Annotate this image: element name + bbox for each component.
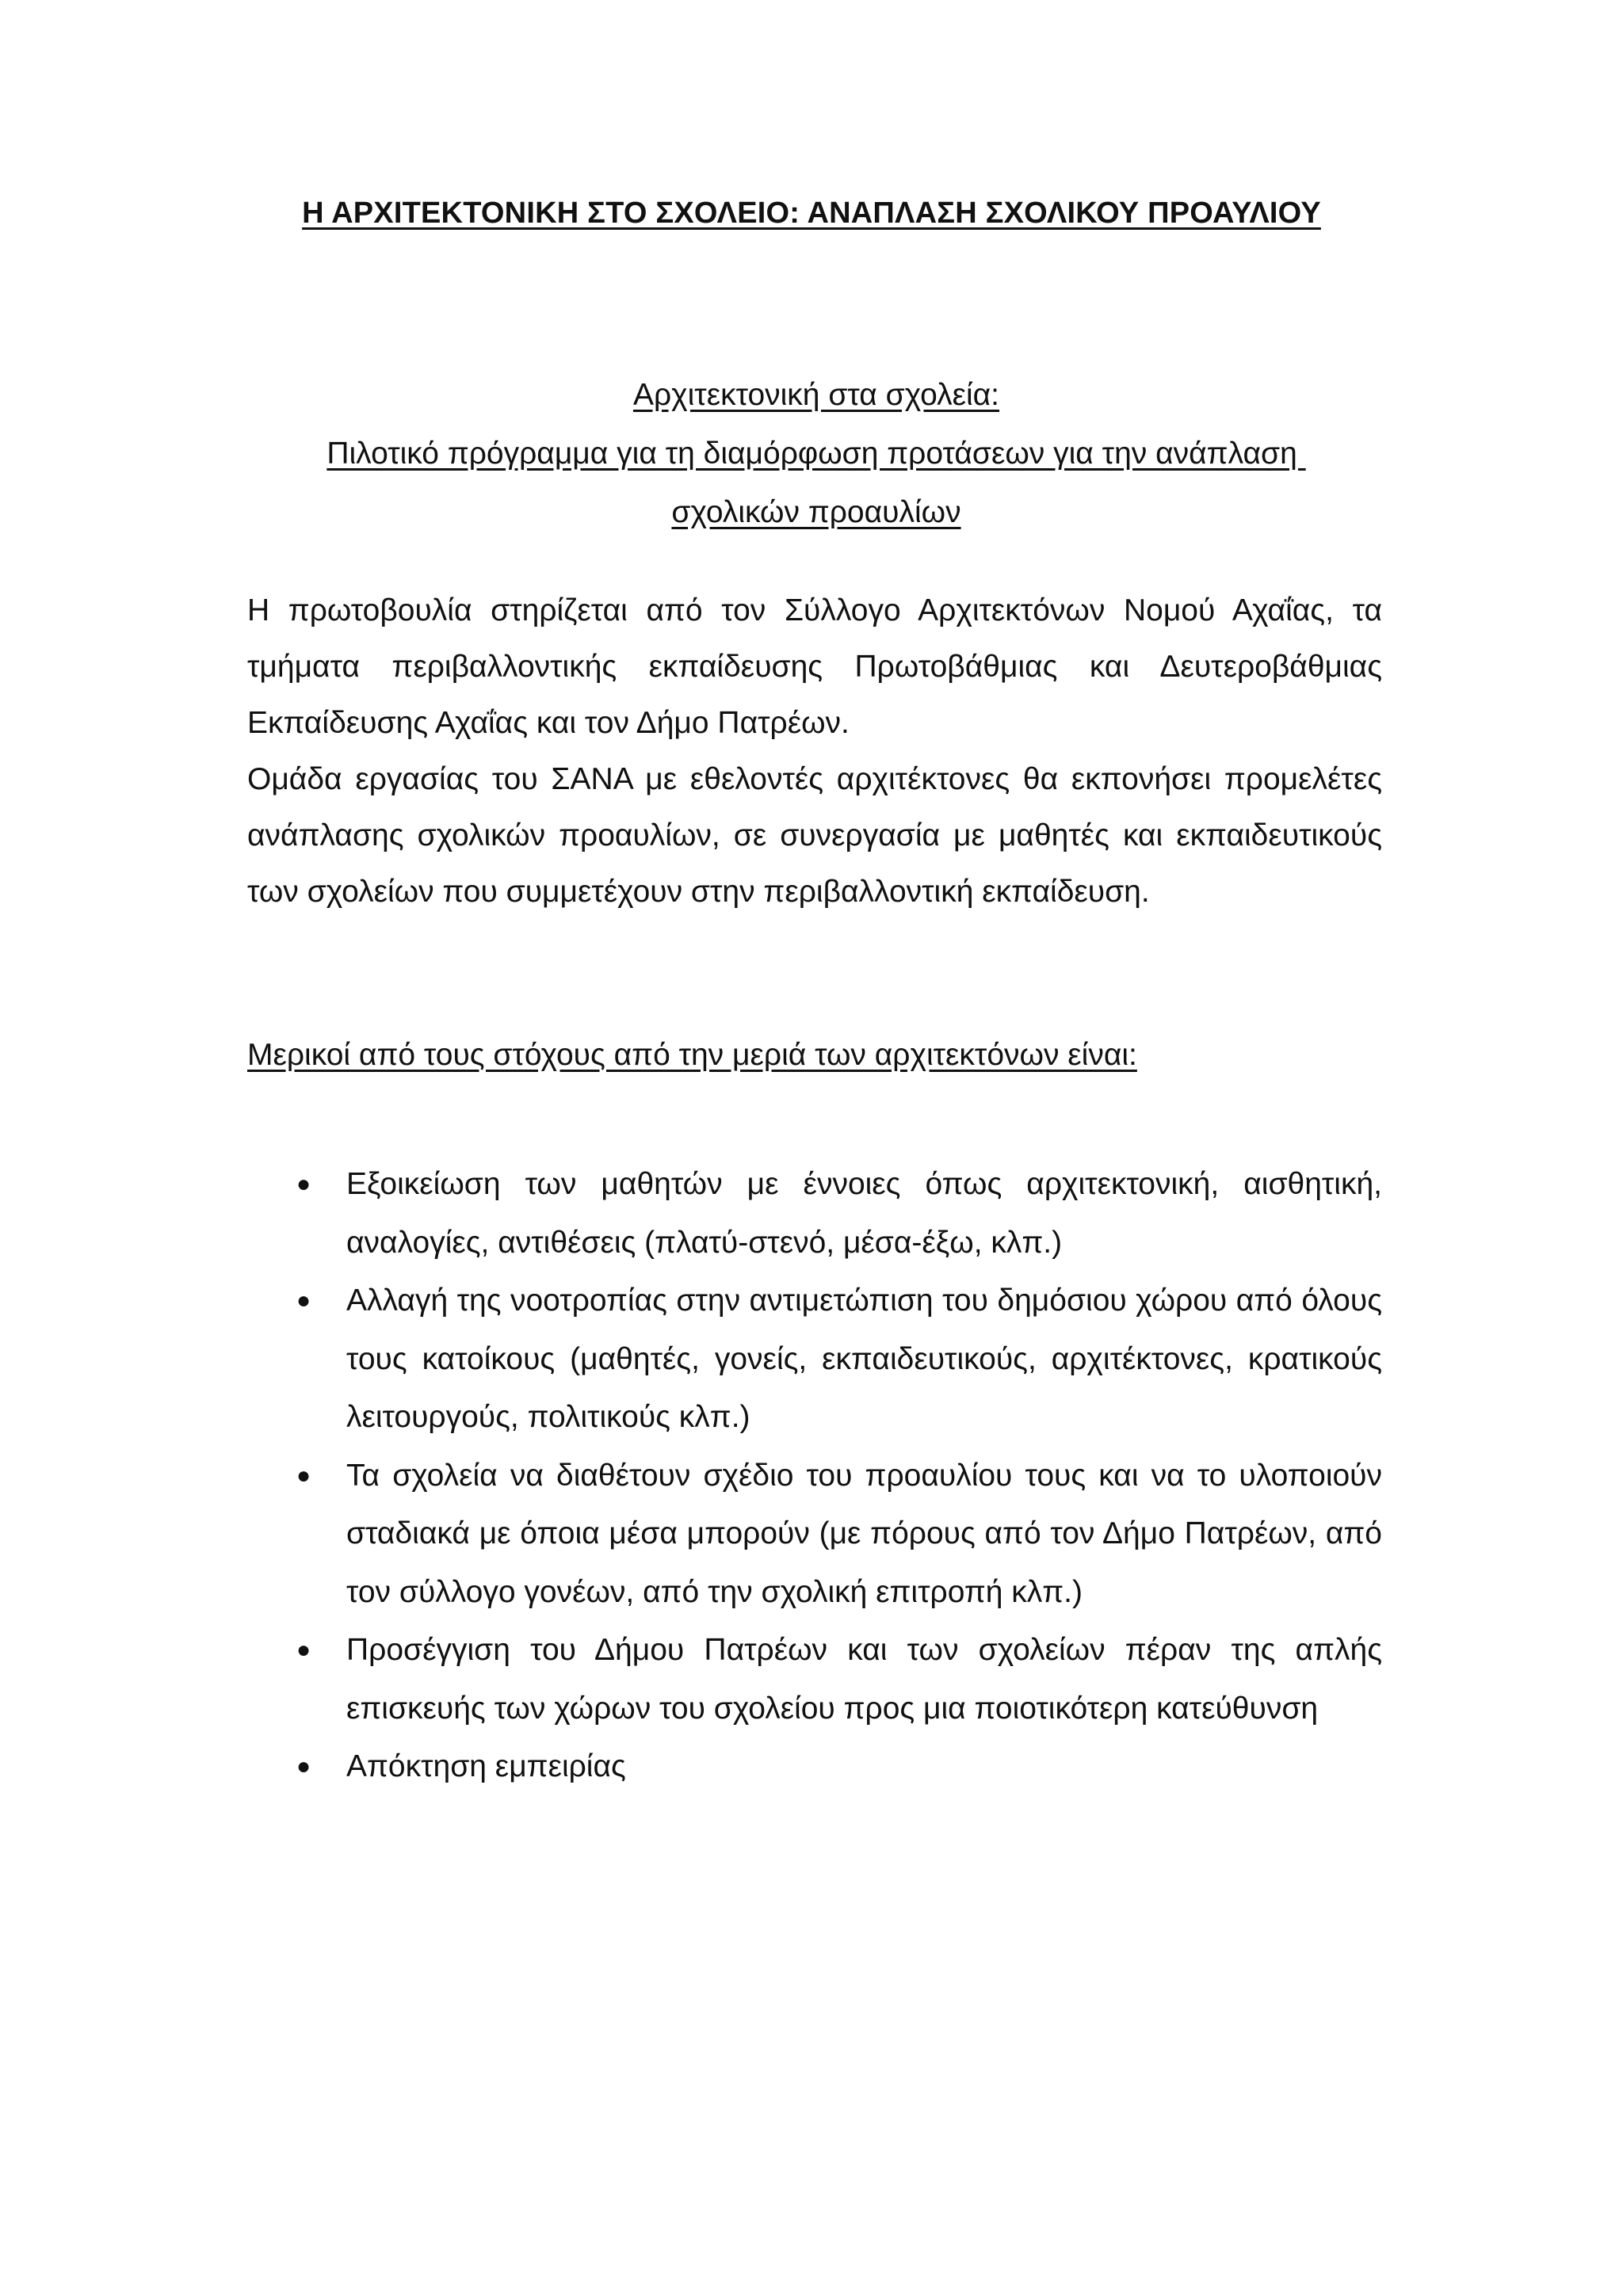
- list-item: [247, 1272, 1382, 1447]
- intro-body: [247, 582, 1382, 920]
- bullet-icon: ●: [296, 1287, 311, 1314]
- list-item-text: Εξοικείωση των μαθητών με έννοιες όπως αρχιτεκτονική, αισθητική, αναλογίες, αντιθέσεις (πλατύ-στενό, μέσα-έξω, κλπ.): [346, 1167, 1382, 1260]
- list-item-text: Αλλαγή της νοοτροπίας στην αντιμετώπιση του δημόσιου χώρου από όλους τους κατοίκους (μαθητές, γονείς, εκπαιδευτικούς, αρχιτέκτονες, κρατικούς λειτουργούς, πολιτικούς κλπ.): [346, 1283, 1382, 1434]
- list-item: [247, 1621, 1382, 1737]
- bullet-icon: ●: [296, 1462, 311, 1489]
- subtitle-line-3: σχολικών προαυλίων: [671, 495, 961, 529]
- subtitle-line-2: Πιλοτικό πρόγραμμα για τη διαμόρφωση προτάσεων για την ανάπλαση: [327, 437, 1306, 471]
- bullet-icon: ●: [296, 1171, 311, 1197]
- goals-heading: Μερικοί από τους στόχους από την μεριά των αρχιτεκτόνων είναι:: [247, 1038, 1137, 1072]
- paragraph: Η πρωτοβουλία στηρίζεται από τον Σύλλογο Αρχιτεκτόνων Νομού Αχαΐας, τα τμήματα περιβαλλοντικής εκπαίδευσης Πρωτοβάθμιας και Δευτεροβάθμιας Εκπαίδευσης Αχαΐας και τον Δήμο Πατρέων.: [247, 593, 1382, 740]
- goals-list: [247, 1155, 1382, 1796]
- list-item-text: Προσέγγιση του Δήμου Πατρέων και των σχολείων πέραν της απλής επισκευής των χώρων του σχολείου προς μια ποιοτικότερη κατεύθυνση: [346, 1633, 1382, 1726]
- list-item: [247, 1155, 1382, 1272]
- document-title: Η ΑΡΧΙΤΕΚΤΟΝΙΚΗ ΣΤΟ ΣΧΟΛΕΙΟ: ΑΝΑΠΛΑΣΗ ΣΧΟΛΙΚΟΥ ΠΡΟΑΥΛΙΟΥ: [302, 196, 1321, 230]
- bullet-icon: ●: [296, 1753, 311, 1779]
- document-subtitle: [285, 366, 1347, 542]
- paragraph: Ομάδα εργασίας του ΣΑΝΑ με εθελοντές αρχιτέκτονες θα εκπονήσει προμελέτες ανάπλασης σχολικών προαυλίων, σε συνεργασία με μαθητές και εκπαιδευτικούς των σχολείων που συμμετέχουν στην περιβαλλοντική εκπαίδευση.: [247, 762, 1382, 909]
- list-item: [247, 1447, 1382, 1622]
- list-item: [247, 1737, 1382, 1796]
- list-item-text: Τα σχολεία να διαθέτουν σχέδιο του προαυλίου τους και να το υλοποιούν σταδιακά με όποια μέσα μπορούν (με πόρους από τον Δήμο Πατρέων, από τον σύλλογο γονέων, από την σχολική επιτροπή κλπ.): [346, 1458, 1382, 1609]
- bullet-icon: ●: [296, 1637, 311, 1663]
- list-item-text: Απόκτηση εμπειρίας: [346, 1749, 626, 1783]
- subtitle-line-1: Αρχιτεκτονική στα σχολεία:: [632, 378, 1000, 412]
